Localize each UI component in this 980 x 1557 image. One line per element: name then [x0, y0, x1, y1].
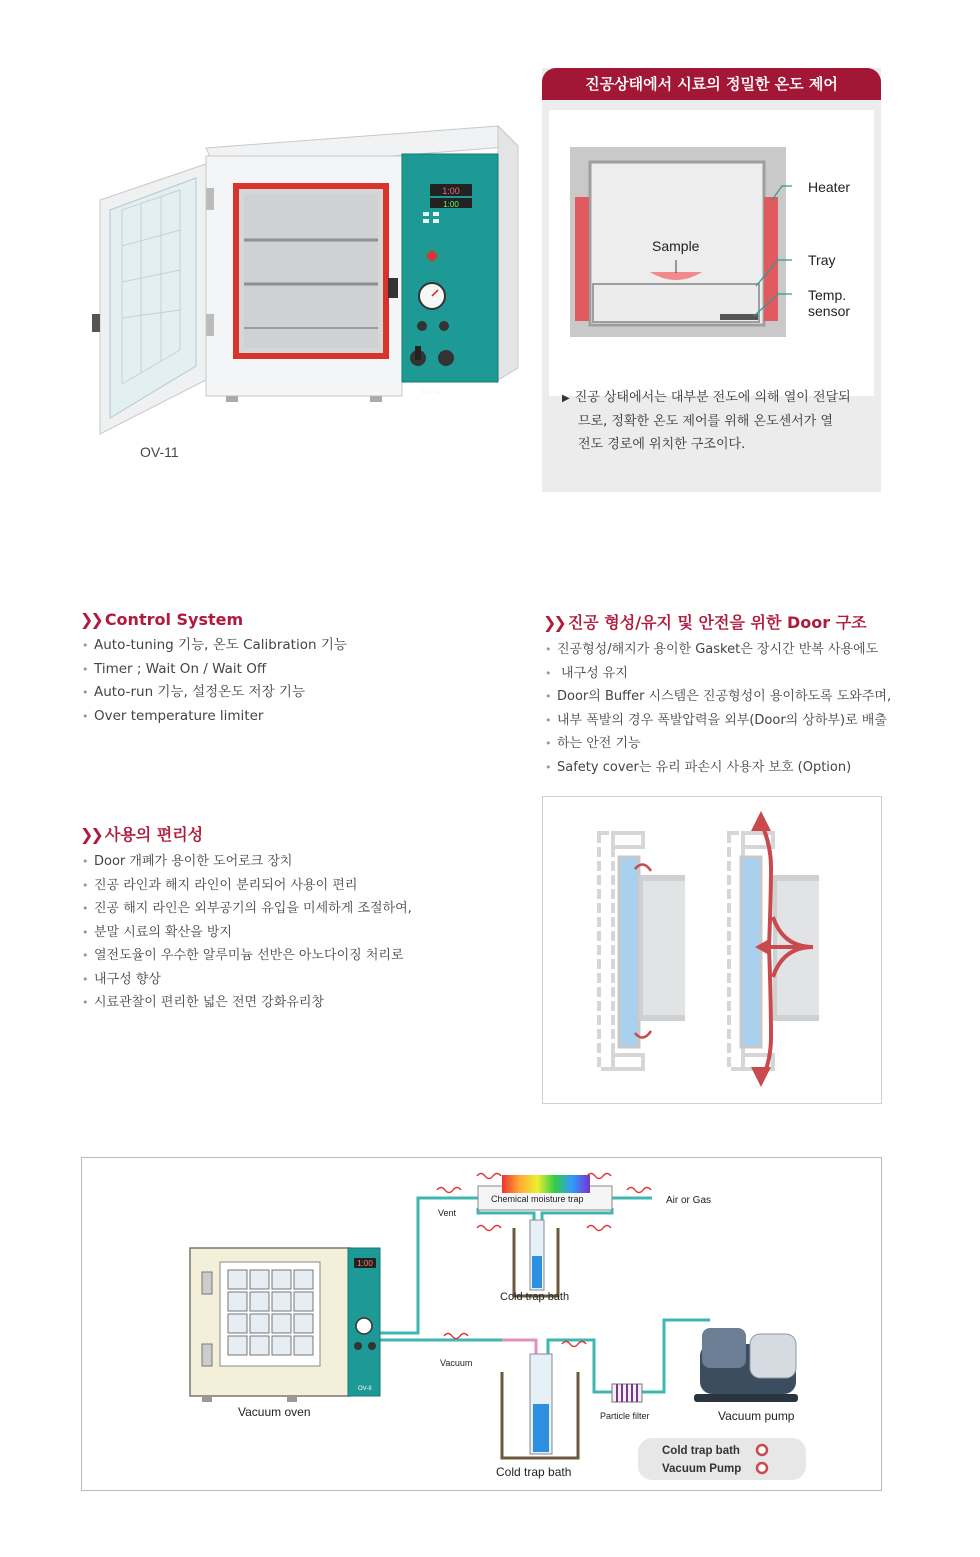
door-diagram	[542, 796, 882, 1104]
list-item: • 진공 해지 라인은 외부공기의 유입을 미세하게 조절하여,	[80, 897, 510, 921]
svg-text:sensor: sensor	[808, 303, 851, 319]
door-structure-section	[543, 610, 943, 779]
particle-filter	[612, 1384, 642, 1402]
svg-text:1:00: 1:00	[443, 200, 459, 209]
svg-text:OV-II: OV-II	[358, 1386, 372, 1392]
heater-right	[764, 197, 778, 321]
list-item-cont: • 내구성 향상	[80, 968, 510, 992]
convenience-section	[80, 822, 510, 1015]
system-illustration	[82, 1158, 881, 1490]
list-item: • Door의 Buffer 시스템은 진공형성이 용이하도록 도와주며,	[543, 685, 943, 709]
list-item: • Safety cover는 유리 파손시 사용자 보호 (Option)	[543, 756, 943, 780]
vacuum-oven	[190, 1248, 380, 1402]
list-item-cont: • 내부 폭발의 경우 폭발압력을 외부(Door의 상하부)로 배출	[543, 709, 943, 733]
double-chevron-icon: ❯❯	[543, 613, 564, 632]
svg-text:Chemical moisture trap: Chemical moisture trap	[491, 1194, 584, 1204]
list-item: • Over temperature limiter	[80, 705, 500, 729]
list-item: • 시료관찰이 편리한 넓은 전면 강화유리창	[80, 991, 510, 1015]
list-item: • Door 개폐가 용이한 도어로크 장치	[80, 850, 510, 874]
list-item: • Auto-tuning 기능, 온도 Calibration 기능	[80, 634, 500, 658]
svg-text:Heater: Heater	[808, 179, 851, 195]
list-item-cont: • 하는 안전 기능	[543, 732, 943, 756]
svg-text:Sample: Sample	[652, 238, 700, 254]
svg-text:Vacuum oven: Vacuum oven	[238, 1405, 311, 1419]
double-chevron-icon: ❯❯	[80, 825, 101, 844]
list-item: • 열전도율이 우수한 알루미늄 선반은 아노다이징 처리로	[80, 944, 510, 968]
svg-text:Cold trap bath: Cold trap bath	[500, 1291, 570, 1303]
vacuum-oven-illustration	[78, 118, 523, 438]
svg-text:Vacuum pump: Vacuum pump	[718, 1409, 795, 1423]
svg-text:Vacuum Pump: Vacuum Pump	[662, 1463, 742, 1475]
door-buffer-illustration	[543, 797, 881, 1103]
list-item: • 진공형성/해지가 용이한 Gasket은 장시간 반복 사용에도	[543, 638, 943, 662]
arrow-up-icon	[751, 811, 771, 831]
svg-text:Cold trap bath: Cold trap bath	[496, 1465, 572, 1479]
triangle-icon: ▶	[562, 393, 570, 404]
control-system-section	[80, 610, 500, 728]
svg-text:Temp.: Temp.	[808, 287, 847, 303]
double-chevron-icon: ❯❯	[80, 610, 101, 629]
arrow-down-icon	[751, 1067, 771, 1087]
vacuum-pump	[694, 1328, 798, 1402]
svg-text:Vacuum: Vacuum	[440, 1358, 473, 1368]
list-item: • Timer ; Wait On / Wait Off	[80, 658, 500, 682]
svg-text:Vent: Vent	[438, 1208, 457, 1218]
control-system-title: ❯❯ Control System	[80, 610, 244, 629]
list-item: • 진공 라인과 해지 라인이 분리되어 사용이 편리	[80, 874, 510, 898]
door-closed	[599, 833, 685, 1069]
vacuum-system-diagram	[81, 1157, 882, 1491]
heat-panel	[542, 68, 881, 492]
svg-text:Tray: Tray	[808, 252, 836, 268]
heat-panel-note: ▶ 진공 상태에서는 대부분 전도에 의해 열이 전달되 므로, 정확한 온도 제어를 위해 온도센서가 열 전도 경로에 위치한 구조이다.	[562, 390, 851, 452]
door-structure-title: ❯❯ 진공 형성/유지 및 안전을 위한 Door 구조	[543, 613, 867, 632]
product-image	[78, 118, 523, 438]
svg-text:Particle filter: Particle filter	[600, 1411, 650, 1421]
svg-text:OV-11: OV-11	[422, 389, 442, 396]
door-buffer	[729, 811, 819, 1087]
list-item-cont: • 분말 시료의 확산을 방지	[80, 921, 510, 945]
list-item: • Auto-run 기능, 설정온도 저장 기능	[80, 681, 500, 705]
convenience-title: ❯❯ 사용의 편리성	[80, 825, 204, 844]
svg-text:1:00: 1:00	[442, 186, 460, 196]
heat-panel-title: 진공상태에서 시료의 정밀한 온도 제어	[542, 68, 881, 100]
chemical-moisture-trap	[502, 1175, 590, 1193]
temp-sensor	[720, 314, 758, 320]
heater-left	[575, 197, 589, 321]
svg-text:Air or Gas: Air or Gas	[666, 1195, 712, 1206]
svg-text:1:00: 1:00	[357, 1259, 373, 1268]
list-item-cont: • 내구성 유지	[543, 662, 943, 686]
svg-text:Cold trap bath: Cold trap bath	[662, 1445, 740, 1457]
heater-diagram	[542, 100, 881, 400]
model-label: OV-11	[140, 444, 179, 460]
